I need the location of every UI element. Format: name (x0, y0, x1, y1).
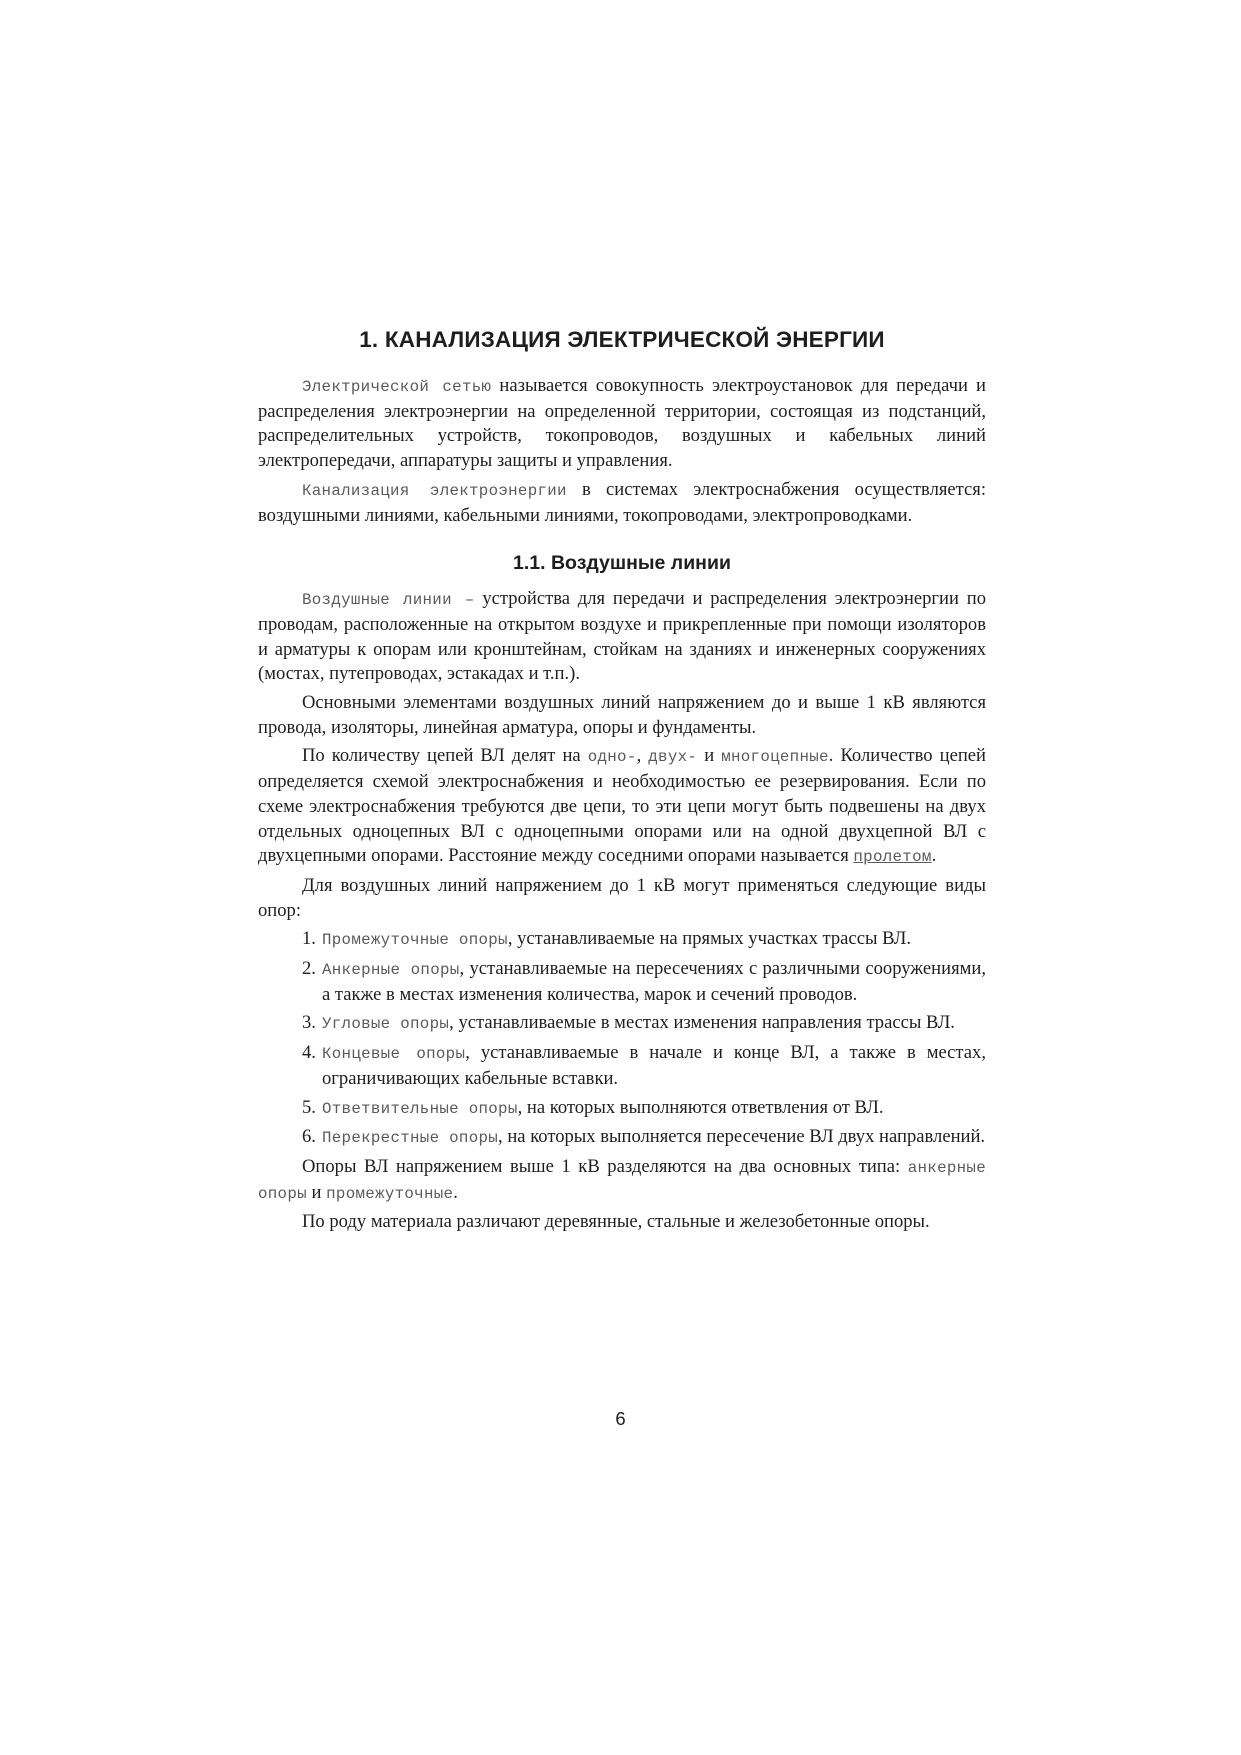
list-item-number: 3. (302, 1012, 316, 1034)
list-item-term: Угловые опоры (322, 1015, 450, 1034)
list-item-text: , на которых выполняются ответвления от ВЛ. (517, 1096, 884, 1118)
paragraph-overhead-lines (258, 587, 986, 687)
list-item-term: Ответвительные опоры (322, 1099, 518, 1118)
list-item (258, 957, 986, 1007)
chapter-title: 1. КАНАЛИЗАЦИЯ ЭЛЕКТРИЧЕСКОЙ ЭНЕРГИИ (359, 327, 885, 352)
list-item (258, 1096, 986, 1122)
paragraph-text: устройства для передачи и распределения электроэнергии по проводам, расположенные на открытом воздухе и прикрепленные при помощи изоляторов и арматуры к опорам или кронштейнам, стойкам на зданиях и инженерных сооружениях (мостах, путепроводах, эстакадах и т.п.). (258, 588, 986, 685)
paragraph-main-elements: Основными элементами воздушных линий напряжением до и выше 1 кВ являются провода, изоляторы, линейная арматура, опоры и фундаменты. (258, 692, 986, 738)
list-item-text: , устанавливаемые на прямых участках трассы ВЛ. (507, 928, 912, 950)
list-item (258, 1125, 986, 1151)
term-anchor-supports: анкерные опоры (258, 1158, 986, 1203)
paragraph-text: и (306, 1181, 327, 1203)
paragraph-text: . (453, 1181, 458, 1203)
list-item-term: Концевые опоры (322, 1045, 466, 1064)
paragraph-canalization (258, 478, 986, 528)
term-overhead-lines: Воздушные линии – (302, 591, 475, 610)
paragraph-text: , (636, 745, 649, 767)
paragraph-high-voltage-supports (258, 1155, 986, 1206)
paragraph-text: . (931, 845, 937, 867)
list-item-term: Анкерные опоры (322, 961, 460, 980)
paragraph-circuits (258, 744, 986, 870)
list-item (258, 1041, 986, 1091)
list-item-number: 4. (302, 1042, 316, 1064)
list-item-text: , устанавливаемые в местах изменения направления трассы ВЛ. (449, 1012, 955, 1034)
term-span: пролетом (853, 848, 932, 867)
list-item-text: , устанавливаемые в начале и конце ВЛ, а также в местах, ограничивающих кабельные вставки. (322, 1042, 986, 1089)
term-canalization: Канализация электроэнергии (302, 481, 567, 500)
list-item-number: 2. (302, 958, 316, 980)
list-item-number: 5. (302, 1096, 316, 1118)
term-multi-circuit: многоцепные (721, 748, 829, 767)
paragraph-electric-network (258, 374, 986, 474)
page-body (258, 326, 986, 1239)
term-single-circuit: одно- (587, 748, 637, 767)
support-types-list (258, 927, 986, 1151)
term-intermediate: промежуточные (326, 1184, 454, 1203)
list-item-number: 6. (302, 1126, 316, 1148)
list-item-text: , устанавливаемые на пересечениях с различными сооружениями, а также в местах изменения количества, марок и сечений проводов. (322, 958, 986, 1005)
list-item-term: Промежуточные опоры (322, 931, 508, 950)
list-item-number: 1. (302, 928, 316, 950)
paragraph-support-types-intro: Для воздушных линий напряжением до 1 кВ могут применяться следующие виды опор: (258, 874, 986, 921)
paragraph-text: Опоры ВЛ напряжением выше 1 кВ разделяются на два основных типа: (302, 1155, 908, 1177)
paragraph-materials: По роду материала различают деревянные, стальные и железобетонные опоры. (302, 1211, 930, 1233)
paragraph-text: называется совокупность электроустановок для передачи и распределения электроэнергии на определенной территории, состоящая из подстанций, распределительных устройств, токопроводов, воздушных и кабельных линий электропередачи, аппаратуры защиты и управления. (258, 375, 986, 472)
list-item (258, 1011, 986, 1037)
term-double-circuit: двух- (648, 748, 698, 767)
paragraph-text: в системах электроснабжения осуществляется: воздушными линиями, кабельными линиями, токопроводами, электропроводками. (258, 478, 986, 526)
paragraph-text: . Количество цепей определяется схемой электроснабжения и необходимостью ее резервирования. Если по схеме электроснабжения требуются две цепи, то эти цепи могут быть подвешены на двух отдельных одноцепных ВЛ с одноцепными опорами или на одной двухцепной ВЛ с двухцепными опорами. Расстояние между соседними опорами называется (258, 745, 986, 867)
page-number: 6 (615, 1408, 626, 1429)
section-title: 1.1. Воздушные линии (513, 552, 731, 575)
paragraph-text: По количеству цепей ВЛ делят на (302, 745, 588, 767)
term-electric-network: Электрической сетью (302, 378, 492, 396)
list-item (258, 927, 986, 953)
list-item-text: , на которых выполняется пересечение ВЛ двух направлений. (498, 1126, 986, 1148)
paragraph-text: и (697, 745, 722, 767)
list-item-term: Перекрестные опоры (322, 1129, 499, 1148)
